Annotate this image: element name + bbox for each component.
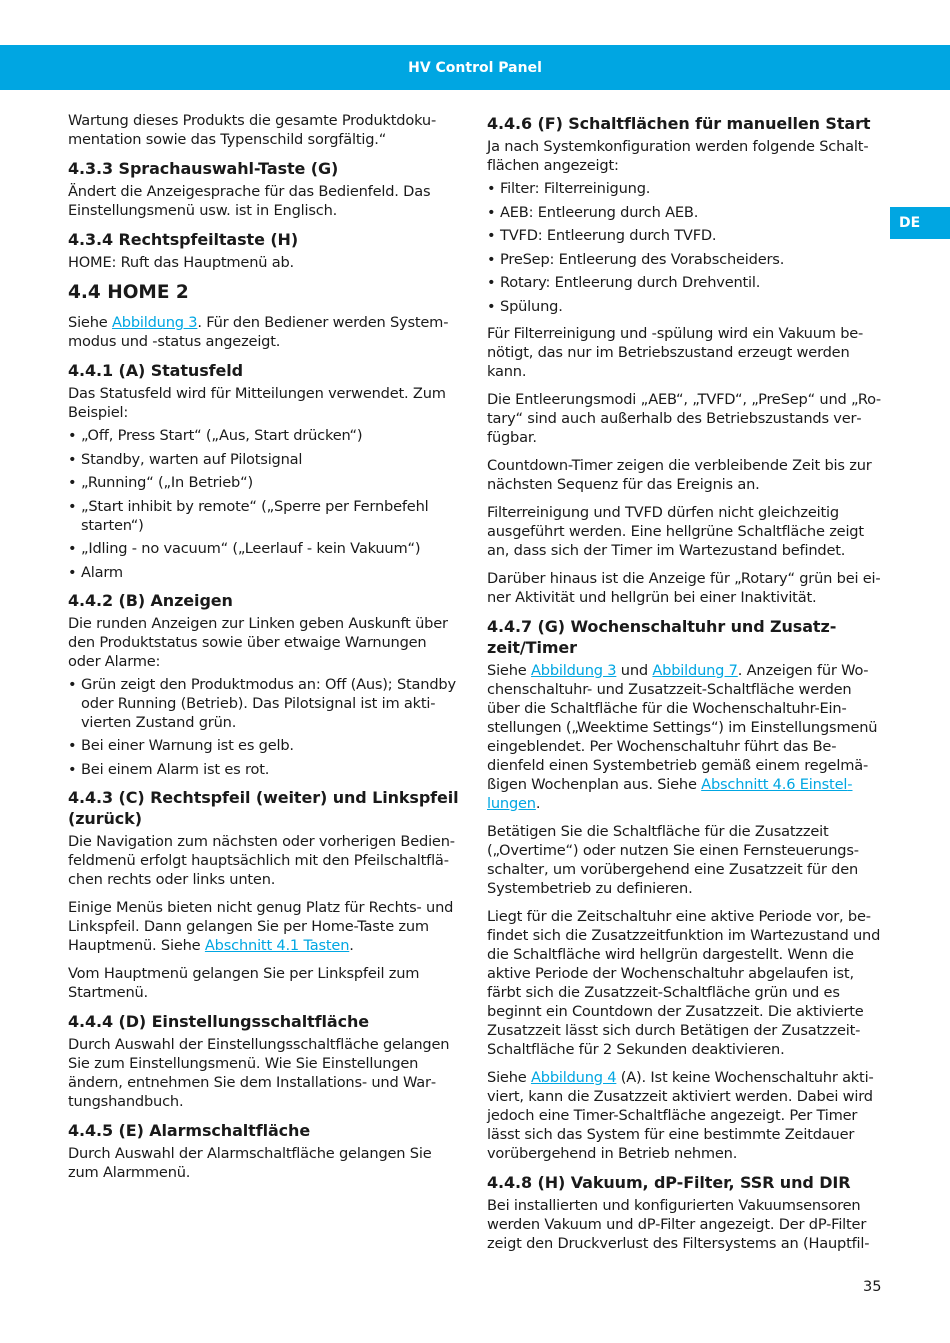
- text-4-4-7-p4: [487, 1068, 882, 1163]
- text-fragment: Siehe: [68, 314, 112, 331]
- text-4-3-4: HOME: Ruft das Hauptmenü ab.: [68, 254, 294, 271]
- list-item: • „Running“ („In Betrieb“): [68, 473, 460, 492]
- intro-text: Wartung dieses Produkts die gesamte Produktdokumentation sowie das Typenschild sorgfältig.“: [68, 112, 437, 148]
- text-4-4-2: Die runden Anzeigen zur Linken geben Auskunft über den Produktstatus sowie über etwaige Warnungen oder Alarme:: [68, 614, 448, 670]
- language-tab: [890, 207, 950, 239]
- header-title: HV Control Panel: [408, 59, 542, 76]
- text-4-4-8: Bei installierten und konfigurierten Vakuumsensoren werden Vakuum und dP-Filter angezeigt. Der dP-Filter zeigt den Druckverlust des Filtersystems an (Hauptfil-: [487, 1196, 870, 1252]
- manual-start-list: [487, 179, 882, 316]
- text-4-4-3-p1: Die Navigation zum nächsten oder vorherigen Bedienfeldmenü erfolgt hauptsächlich mit den Pfeilschaltflächen rechts oder links unten.: [68, 832, 456, 888]
- page-number: 35: [863, 1278, 882, 1295]
- right-column: [487, 111, 882, 1262]
- link-abbildung-3[interactable]: Abbildung 3: [111, 314, 198, 331]
- heading-4-4: 4.4 HOME 2: [68, 282, 189, 303]
- heading-4-4-3: 4.4.3 (C) Rechtspfeil (weiter) und Linkspfeil (zurück): [68, 787, 459, 828]
- text-4-4-6-p1: Für Filterreinigung und -spülung wird ein Vakuum benötigt, das nur im Betriebszustand erzeugt werden kann.: [487, 324, 864, 380]
- indicator-list: [68, 675, 460, 779]
- text-4-4-4: Durch Auswahl der Einstellungsschaltfläche gelangen Sie zum Einstellungsmenü. Wie Sie Einstellungen ändern, entnehmen Sie dem Installations- und Wartungshandbuch.: [68, 1035, 450, 1110]
- text-fragment: und: [616, 661, 653, 679]
- list-item: • PreSep: Entleerung des Vorabscheiders.: [487, 250, 882, 269]
- text-4-4-7-p1: [487, 661, 882, 813]
- text-fragment: Einige Menüs bieten nicht genug Platz für Rechts- und Linkspfeil. Dann gelangen Sie per Home-Taste zum Hauptmenü. Siehe: [68, 898, 454, 954]
- list-item: • „Start inhibit by remote“ („Sperre per Fernbefehl starten“): [68, 497, 460, 535]
- text-4-4-3-p3: Vom Hauptmenü gelangen Sie per Linkspfeil zum Startmenü.: [68, 964, 420, 1001]
- list-item: • Rotary: Entleerung durch Drehventil.: [487, 273, 882, 292]
- heading-4-4-8: 4.4.8 (H) Vakuum, dP-Filter, SSR und DIR: [487, 1172, 851, 1192]
- text-4-4-7-p2: Betätigen Sie die Schaltfläche für die Zusatzzeit („Overtime“) oder nutzen Sie einen Fernsteuerungsschalter, um vorübergehend eine Zusatzzeit für den Systembetrieb zu definieren.: [487, 822, 860, 897]
- text-4-4-6: Ja nach Systemkonfiguration werden folgende Schaltflächen angezeigt:: [487, 138, 869, 174]
- text-4-4-3-p2: [68, 898, 460, 955]
- language-tab-label: DE: [899, 215, 921, 231]
- text-4-4: [68, 313, 460, 351]
- list-item: • Bei einer Warnung ist es gelb.: [68, 736, 460, 755]
- heading-4-3-4: 4.3.4 Rechtspfeiltaste (H): [68, 230, 299, 249]
- link-abbildung-4[interactable]: Abbildung 4: [530, 1068, 617, 1086]
- heading-4-3-3: 4.3.3 Sprachauswahl-Taste (G): [68, 159, 339, 178]
- text-fragment: . Für den Bediener werden Systemmodus und -status angezeigt.: [68, 314, 449, 350]
- link-abbildung-3[interactable]: Abbildung 3: [530, 661, 617, 679]
- heading-4-4-7: 4.4.7 (G) Wochenschaltuhr und Zusatzzeit/Timer: [487, 616, 837, 657]
- list-item: • Grün zeigt den Produktmodus an: Off (Aus); Standby oder Running (Betrieb). Das Pilotsignal ist im aktivierten Zustand grün.: [68, 675, 460, 732]
- heading-4-4-2: 4.4.2 (B) Anzeigen: [68, 590, 233, 610]
- list-item: • Alarm: [68, 563, 460, 582]
- text-4-4-6-p5: Darüber hinaus ist die Anzeige für „Rotary“ grün bei einer Aktivität und hellgrün bei einer Inaktivität.: [487, 569, 881, 606]
- list-item: • Bei einem Alarm ist es rot.: [68, 760, 460, 779]
- link-abschnitt-4-1[interactable]: Abschnitt 4.1 Tasten: [204, 936, 350, 954]
- link-abbildung-7[interactable]: Abbildung 7: [652, 661, 738, 679]
- text-4-3-3: Ändert die Anzeigesprache für das Bedienfeld. Das Einstellungsmenü usw. ist in Englisch.: [68, 183, 431, 219]
- heading-4-4-5: 4.4.5 (E) Alarmschaltfläche: [68, 1120, 311, 1140]
- text-4-4-6-p3: Countdown-Timer zeigen die verbleibende Zeit bis zur nächsten Sequenz für das Ereignis an.: [487, 456, 872, 493]
- text-4-4-5: Durch Auswahl der Alarmschaltfläche gelangen Sie zum Alarmmenü.: [68, 1144, 432, 1181]
- list-item: • Filter: Filterreinigung.: [487, 179, 882, 198]
- text-fragment: .: [535, 794, 541, 812]
- heading-4-4-6: 4.4.6 (F) Schaltflächen für manuellen Start: [487, 114, 871, 133]
- list-item: • Spülung.: [487, 297, 882, 316]
- text-4-4-7-p3: Liegt für die Zeitschaltuhr eine aktive Periode vor, befindet sich die Zusatzzeitfunktion im Wartezustand und die Schaltfläche wird hellgrün dargestellt. Wenn die aktive Periode der Wochenschaltuhr abgelaufen ist, färbt sich die Zusatzzeit-Schaltfläche grün und es beginnt ein Countdown der Zusatzzeit. Die aktivierte Zusatzzeit lässt sich durch Betätigen der Zusatzzeit-Schaltfläche für 2 Sekunden deaktivieren.: [487, 907, 881, 1058]
- text-fragment: (A). Ist keine Wochenschaltuhr aktiviert, kann die Zusatzzeit aktiviert werden. Dabei wird jedoch eine Timer-Schaltfläche angezeigt. Per Timer lässt sich das System für eine bestimmte Zeitdauer vorübergehend in Betrieb nehmen.: [487, 1068, 874, 1162]
- header-banner: [0, 45, 950, 90]
- text-4-4-6-p4: Filterreinigung und TVFD dürfen nicht gleichzeitig ausgeführt werden. Eine hellgrüne Schaltfläche zeigt an, dass sich der Timer im Wartezustand befindet.: [487, 503, 864, 559]
- text-fragment: Siehe: [487, 1068, 531, 1086]
- text-fragment: Siehe: [487, 661, 531, 679]
- text-fragment: . Anzeigen für Wochenschaltuhr- und Zusatzzeit-Schaltfläche werden über die Schaltfläche für die Wochenschaltuhr-Einstellungen („Weektime Settings“) im Einstellungsmenü eingeblendet. Per Wochenschaltuhr führt das Bedienfeld einen Systembetrieb gemäß einem regelmäßigen Wochenplan aus. Siehe: [487, 661, 878, 793]
- heading-4-4-1: 4.4.1 (A) Statusfeld: [68, 361, 243, 380]
- link-abschnitt-4-6[interactable]: Abschnitt 4.6 Einstellungen: [487, 775, 853, 812]
- text-4-4-1: Das Statusfeld wird für Mitteilungen verwendet. Zum Beispiel:: [68, 385, 446, 421]
- list-item: • „Idling - no vacuum“ („Leerlauf - kein Vakuum“): [68, 539, 460, 558]
- list-item: • AEB: Entleerung durch AEB.: [487, 203, 882, 222]
- text-fragment: .: [349, 936, 354, 954]
- list-item: • TVFD: Entleerung durch TVFD.: [487, 226, 882, 245]
- list-item: • „Off, Press Start“ („Aus, Start drücken“): [68, 426, 460, 445]
- heading-4-4-4: 4.4.4 (D) Einstellungsschaltfläche: [68, 1011, 370, 1031]
- text-4-4-6-p2: Die Entleerungsmodi „AEB“, „TVFD“, „PreSep“ und „Rotary“ sind auch außerhalb des Betriebszustands verfügbar.: [487, 390, 882, 446]
- left-column: [68, 111, 460, 1191]
- status-list: [68, 426, 460, 582]
- list-item: • Standby, warten auf Pilotsignal: [68, 450, 460, 469]
